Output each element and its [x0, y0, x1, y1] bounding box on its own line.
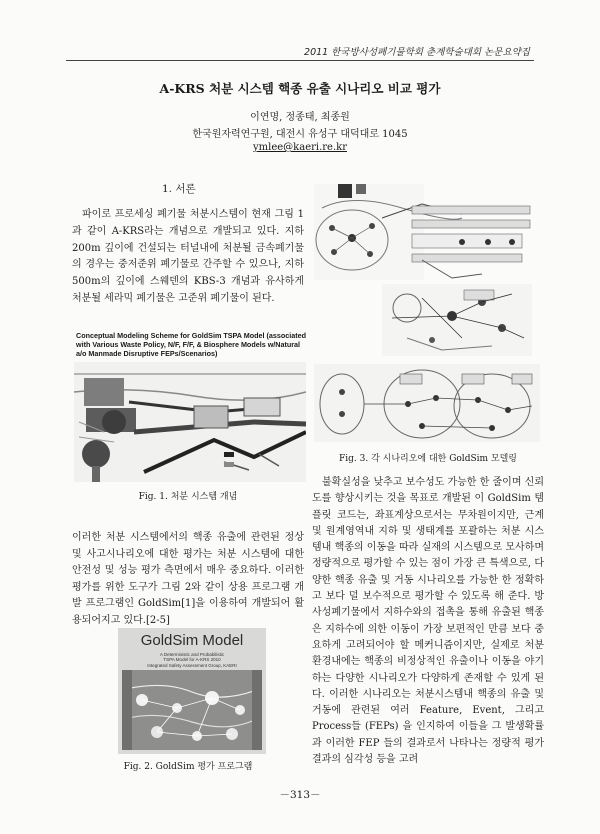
fig2-subtitle-line1: A Deterministic and Probabilistic	[159, 652, 225, 657]
paragraph: 불확실성을 낮추고 보수성도 가능한 한 줄이며 신뢰도를 향상시키는 것을 목표로 개발된 이 GoldSim 템플릿 코드는, 좌표계상으로서는 무차원이지만, 근계 및 원계영역내 지하 및 생태계를 포괄하는 처분 시스템내 핵종의 이동을 따라 실재의 시스템으로 모사하며 정량적으로 평가할 수 있는 점이 가장 큰 특색으로, 다양한 핵종 유출 및 거동 시나리오를 가능한 한 정확하고 보다 덜 보수적으로 평가할 수 있도록 해 준다. 방사성폐기물에서 지하수와의 접촉을 통해 유출된 핵종은 지하수에 의한 이동이 가장 보편적인 만큼 보다 중요하게 고려되어야 할 메커니즘이지만, 실제로 처분 환경내에는 핵종의 비정상적인 유출이나 이동을 야기하는 다양한 시나리오가 다양하게 존재할 수 있게 된다. 이러한 시나리오는 처분시스템내 핵종의 유출 및 거동에 관련된 여러 Feature, Event, 그리고 Process들 (FEPs) 을 인지하여 이들을 그 발생확률과 이러한 FEP 들의 결과로서 나타나는 정량적 평가 결과의 심각성 등을 고려	[312, 477, 544, 766]
right-column-text	[312, 475, 544, 768]
paragraph: 파이로 프로세싱 폐기물 처분시스템이 현재 그림 1과 같이 A-KRS라는 개념으로 개발되고 있다. 지하 200m 깊이에 건설되는 터널내에 처분될 금속폐기물의 경우는 중저준위 폐기물로 간주할 수 있으나, 지하 500m의 깊이에 스웨덴의 KBS-3 개념과 유사하게 처분될 세라믹 폐기물은 고준위 폐기물이 된다.	[72, 209, 304, 304]
fig3-caption: Fig. 3. 각 시나리오에 대한 GoldSim 모델링	[339, 454, 517, 464]
left-column-text-2	[72, 520, 304, 640]
fig3-scenario-models	[312, 178, 544, 444]
fig1-disposal-concept-diagram	[74, 362, 306, 482]
authors: 이연명, 정종태, 최종원	[250, 112, 350, 123]
section-heading-introduction: 1. 서론	[162, 183, 196, 195]
fig2-caption: Fig. 2. GoldSim 평가 프로그램	[123, 762, 253, 772]
running-head: 2011 한국방사성폐기물학회 춘계학술대회 논문요약집	[304, 47, 530, 58]
page-number: －313－	[279, 789, 321, 801]
author-email-link[interactable]: ymlee@kaeri.re.kr	[253, 142, 347, 153]
fig2-subtitle-line3: Integrated Safety Assessment Group, KAERI	[147, 662, 237, 668]
paper-title: A-KRS 처분 시스템 핵종 유출 시나리오 비교 평가	[159, 81, 441, 96]
paragraph: 이러한 처분 시스템에서의 핵종 유출에 관련된 정상 및 사고시나리오에 대한 평가는 처분 시스템에 대한 안전성 및 성능 평가 측면에서 매우 중요하다. 이러한 평가를 위한 도구가 그림 2와 같이 상용 프로그램 개발 프로그램인 GoldSim[1]을 이용하여 개발되어 활용되어지고 있다.[2-5]	[72, 532, 304, 626]
fig1-caption: Fig. 1. 처분 시스템 개념	[138, 492, 238, 502]
fig2-subtitle	[118, 652, 266, 668]
fig2-subtitle-line2: TSPA Model for A-KRS 2010	[163, 657, 221, 663]
fig2-banner: GoldSim Model	[140, 632, 244, 649]
affiliation: 한국원자력연구원, 대전시 유성구 대덕대로 1045	[192, 129, 408, 140]
header-rule	[66, 60, 534, 61]
fig2-model-graphic	[122, 670, 262, 750]
left-column-text-1	[72, 207, 304, 308]
fig1-heading: Conceptual Modeling Scheme for GoldSim TSPA Model (associated with Various Waste Policy, N/F, F/F, & Biosphere Models w/Natural a/o Manmade Disruptive FEPs/Scenarios)	[76, 331, 307, 358]
fig2-goldsim-screen	[118, 628, 266, 754]
